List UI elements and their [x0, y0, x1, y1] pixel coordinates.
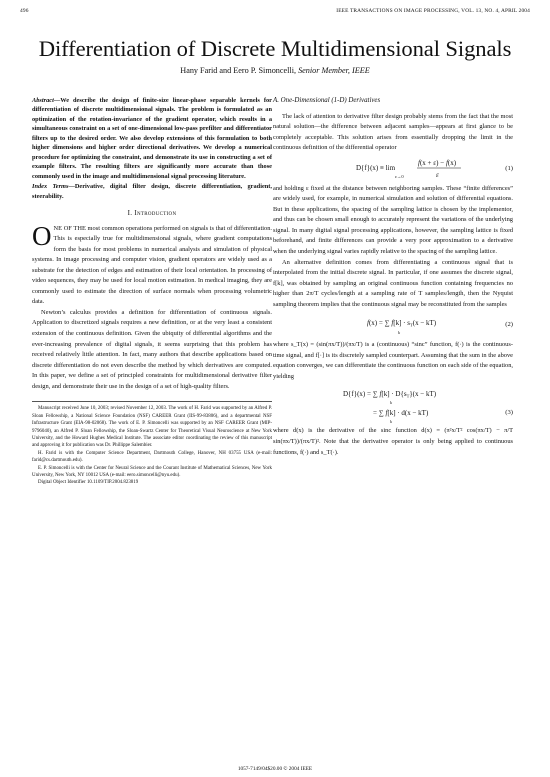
subsection-paragraph-3: An alternative definition comes from differentiating a continuous signal that is interpolated from the initial discrete signal. In particular, if one assumes the discrete signal, f[k], was obtained by sampling an original continuous function containing frequencies no higher than 2π/T cycles/length at a sampling rate of T samples/length, then the Nyquist sampling theorem implies that the continuous signal may be reconstituted from the samples — [273, 258, 513, 308]
section-heading-introduction: I. Introduction — [127, 208, 177, 217]
svg-text:f(x + ε) − f(x): f(x + ε) − f(x) — [418, 158, 457, 167]
paper-title: Differentiation of Discrete Multidimensional Signals — [38, 36, 512, 61]
author-line — [0, 66, 550, 75]
equation-3-formula — [273, 384, 513, 424]
equation-2-number: (2) — [505, 321, 513, 329]
drop-cap: O — [32, 220, 52, 251]
intro-paragraph-1-text: most common operations performed on signals is that of differentiation. This is especially true for multidimensional signals, where gradient computations form the basis for most problems in numerical analysis and simulation of physical systems. In image processing and computer vision, gradient operators are widely used as a substrate for the detection of edges and estimation of their local orientation. In processing of video sequences, they may be used for local motion estimation. In medical imaging, they are commonly used to estimate the direction of surface normals when processing volumetric data. — [32, 224, 272, 306]
abstract-text: We describe the design of finite-size linear-phase separable kernels for differentiation of discrete multidimensional signals. The problem is formulated as an optimization of the rotation-invariance of the gradient operator, which results in a simultaneous constraint on a set of one-dimensional low-pass prefilter and differentiator filters up to the desired order. We also develop extensions of this formulation to both higher dimensions and higher order directional derivatives. We develop a numerical procedure for optimizing the constraint, and demonstrate its use in constructing a set of example filters. The resulting filters are significantly more accurate than those commonly used in the image and multidimensional signal processing literature. — [32, 97, 272, 180]
footnotes — [32, 401, 272, 486]
svg-text:= ∑ f[k] · d(x − kT): = ∑ f[k] · d(x − kT) — [373, 409, 429, 418]
svg-text:k: k — [390, 419, 392, 425]
svg-text:ε: ε — [436, 170, 439, 179]
abstract — [32, 96, 272, 181]
index-terms-label: Index Terms— — [32, 183, 75, 191]
svg-text:D{f}(x) ≡ lim: D{f}(x) ≡ lim — [356, 163, 396, 172]
subsection-paragraph-2: and holding ε fixed at the distance between neighboring samples. These “finite differences” are widely used, for example, in numerical simulation and solution of differential equations. But in these applications, the spacing of the sampling lattice is chosen by the implementor, and thus can be chosen small enough to accurately represent the variations of the underlying signal. In many digital signal processing applications, however, the sampling lattice is fixed beforehand, and finite differences can provide a very poor approximation to a derivative when the underlying signal varies rapidly relative to the spacing of the sampling lattice. — [273, 184, 513, 256]
equation-1-formula — [273, 156, 513, 182]
running-head — [20, 8, 530, 18]
right-column — [273, 96, 513, 458]
equation-3-number: (3) — [505, 409, 513, 417]
equation-1 — [273, 156, 513, 182]
subsection-paragraph-4: where s_T(x) = (sin(πx/T))/(πx/T) is a (continuous) “sinc” function, f(·) is the continuous-time signal, and f[·] is its discretely sampled counterpart. Assuming that the sum in the above equation converges, we can differentiate the continuous function on each side of the equation, yielding — [273, 341, 513, 380]
intro-lead-in: NE OF THE — [53, 224, 86, 232]
abstract-label: Abstract— — [32, 97, 61, 104]
svg-text:f(x) = ∑ f[k] · sT(x − kT): f(x) = ∑ $f[k] \cdot s_T(x - kT)$ — [367, 319, 437, 328]
subsection-paragraph-5: where d(x) is the derivative of the sinc function d(x) = (π²x/T² cos(πx/T) − π/T sin(πx/T))/(πx/T)². Note that the derivative operator is only being applied to continuous functions, f(·) and s_T(·). — [273, 427, 513, 456]
svg-text:k: k — [398, 330, 400, 336]
equation-3 — [273, 384, 513, 424]
equation-1-number: (1) — [505, 164, 513, 172]
intro-paragraph-2: Newton’s calculus provides a definition for differentiation of continuous signals. Application to discretized signals requires a new definition, or at the very least a consistent extension of the continuous definition. Given the ubiquity of differential algorithms and the ever-increasing prevalence of digital signals, it seems surprising that this problem has received relatively little attention. In fact, many authors that describe applications based on discrete differentiation do not even describe the method by which derivatives are computed. In this paper, we define a set of principled constraints for multidimensional derivative filter design, and demonstrate their use in the design of a set of high-quality filters. — [32, 308, 272, 390]
svg-text:k: k — [390, 400, 392, 406]
author-honor: Senior Member, IEEE — [298, 66, 370, 75]
footnote-doi: Digital Object Identifier 10.1109/TIP.2004.823819 — [38, 480, 139, 486]
footnote-manuscript: Manuscript received June 10, 2003; revised November 12, 2003. The work of H. Farid was supported by an Alfred P. Sloan Fellowship, a National Science Foundation (NSF) CAREER Grant (IIS-99-83806), and a departmental NSF Infrastructure Grant (EIA-98-02068). The work of E. P. Simoncelli was supported by an NSF CAREER Grant (MIP-9796040), an Alfred P. Sloan Fellowship, the Sloan-Swartz Center for Theoretical Visual Neuroscience at New York University, and the Howard Hughes Medical Institute. The associate editor coordinating the review of this manuscript and approving it for publication was Dr. Phillippe Salembier. — [32, 406, 272, 449]
equation-2 — [273, 312, 513, 338]
svg-text:D{f}(x) = ∑ f[k] · D{sT}(x − k: D{f}(x) = ∑ $f[k] \cdot D\{s_T\}(x - kT)$ — [343, 390, 437, 399]
intro-paragraph-1 — [32, 220, 272, 308]
footnote-farid: H. Farid is with the Computer Science Department, Dartmouth College, Hanover, NH 03755 USA (e-mail: farid@cs.dartmouth.edu). — [32, 450, 272, 464]
index-terms — [32, 182, 272, 201]
journal-citation: IEEE TRANSACTIONS ON IMAGE PROCESSING, VOL. 13, NO. 4, APRIL 2004 — [336, 8, 530, 14]
index-terms-text: Derivative, digital filter design, discrete differentiation, gradient, steerability. — [32, 183, 272, 200]
footnote-simoncelli: E. P. Simoncelli is with the Center for Neural Science and the Courant Institute of Mathematical Sciences, New York University, New York, NY 10012 USA (e-mail: eero.simoncelli@nyu.edu). — [32, 465, 272, 478]
subsection-paragraph-1: The lack of attention to derivative filter design probably stems from the fact that the most natural solution—the difference between adjacent samples—appears at first glance to be completely acceptable. This solution arises from essentially dropping the limit in the continuous definition of the differential operator — [273, 112, 513, 152]
author-names: Hany Farid and Eero P. Simoncelli, — [180, 66, 297, 75]
copyright-footer: 1057-7149/04$20.00 © 2004 IEEE — [237, 766, 313, 772]
equation-2-formula — [273, 312, 513, 338]
left-column — [32, 96, 272, 487]
page-number: 496 — [20, 8, 29, 14]
svg-text:ε→0: ε→0 — [395, 173, 404, 179]
subsection-heading-1d: A. One-Dimensional (1-D) Derivatives — [273, 97, 381, 104]
